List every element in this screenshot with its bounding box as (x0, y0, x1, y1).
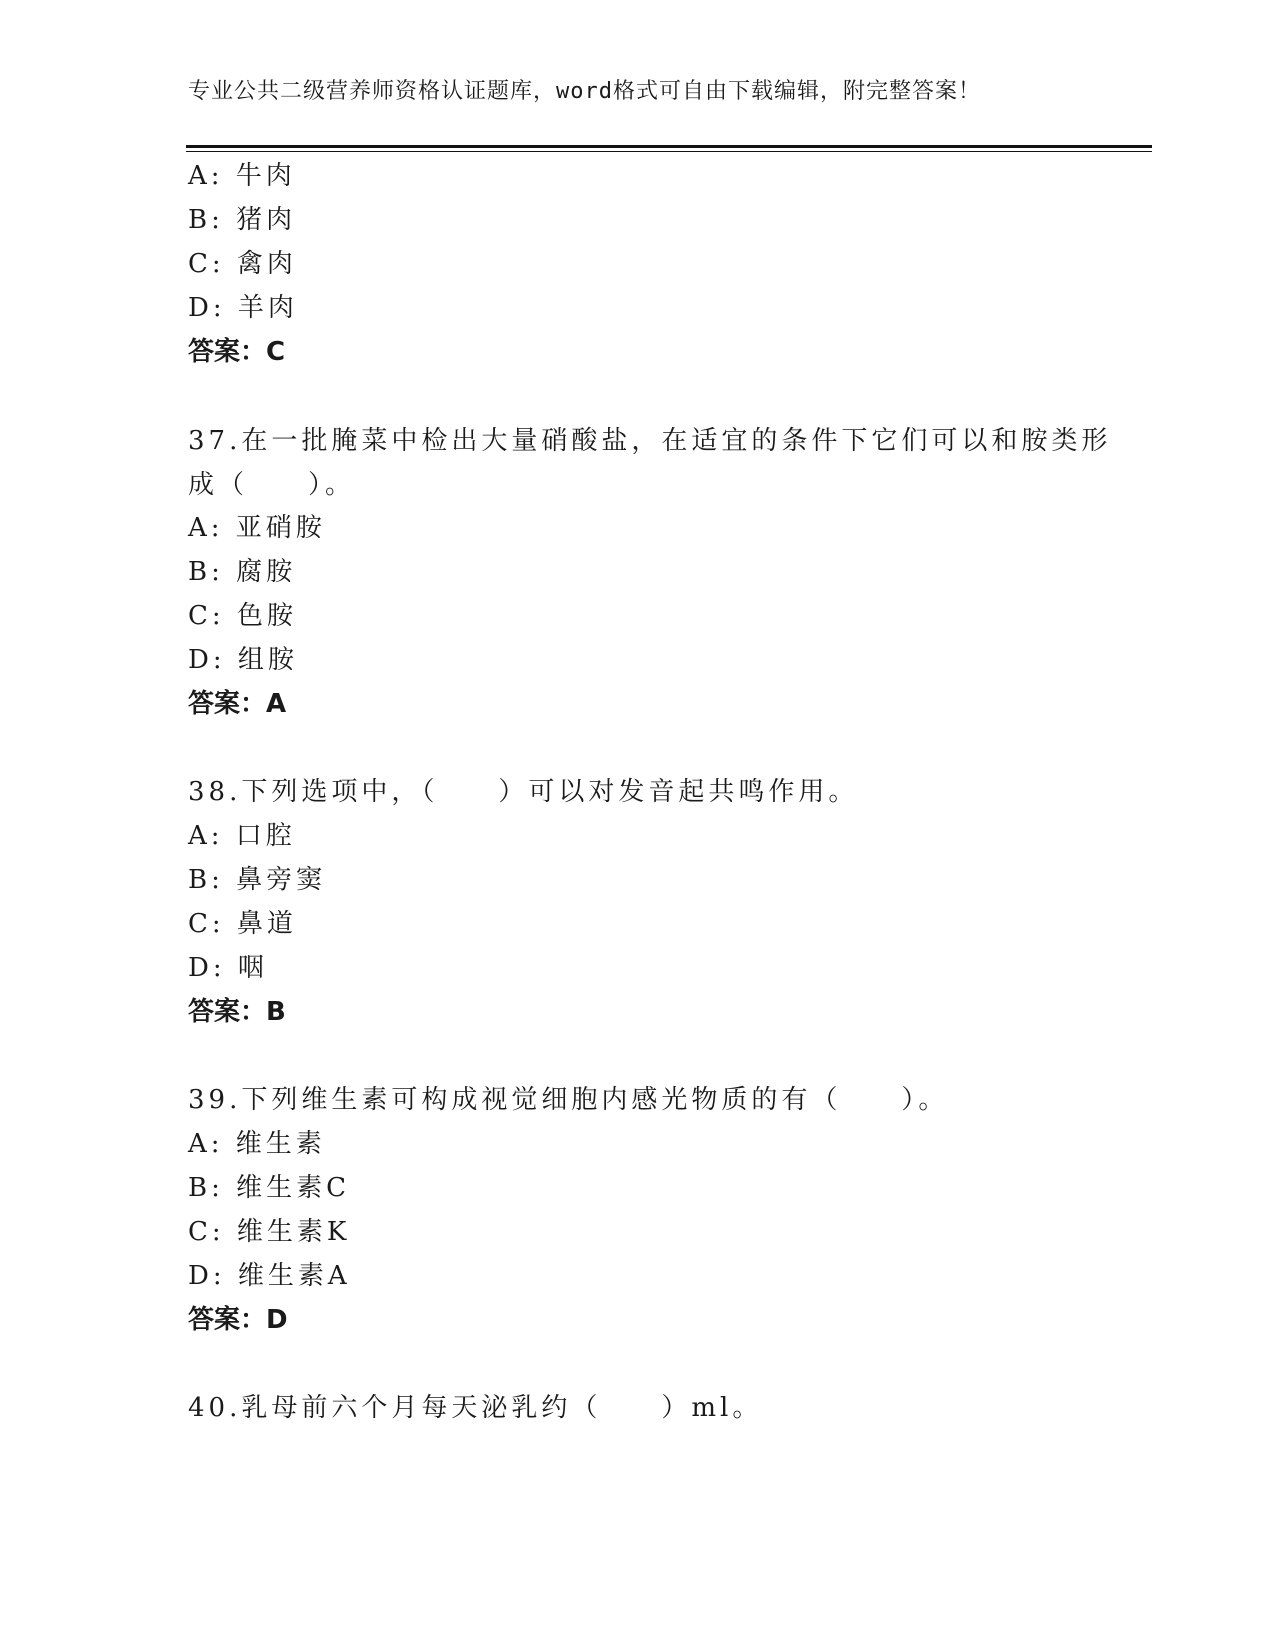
q38-option-b: B: 鼻旁窦 (188, 865, 327, 895)
q36-answer: 答案：C (188, 337, 286, 367)
page-header: 专业公共二级营养师资格认证题库，word格式可自由下载编辑，附完整答案！ (188, 79, 981, 104)
q36-option-d: D: 羊肉 (188, 293, 298, 323)
q37-option-d: D: 组胺 (188, 645, 298, 675)
q39-answer: 答案：D (188, 1305, 288, 1335)
header-rule-thick (186, 145, 1152, 148)
header-rule-thin (186, 151, 1152, 152)
q40-stem: 40.乳母前六个月每天泌乳约（ ）ml。 (188, 1393, 763, 1423)
q37-option-a: A: 亚硝胺 (188, 513, 326, 543)
q36-option-b: B: 猪肉 (188, 205, 297, 235)
q38-option-c: C: 鼻道 (188, 909, 297, 939)
q39-option-c: C: 维生素K (188, 1217, 351, 1247)
q37-option-c: C: 色胺 (188, 601, 297, 631)
q38-option-d: D: 咽 (188, 953, 268, 983)
q38-stem: 38.下列选项中，（ ）可以对发音起共鸣作用。 (188, 777, 859, 807)
q39-option-d: D: 维生素A (188, 1261, 351, 1291)
q37-stem-line2: 成（ ）。 (188, 470, 356, 500)
q36-option-a: A: 牛肉 (188, 161, 296, 191)
q39-option-b: B: 维生素C (188, 1173, 351, 1203)
q37-stem-line1: 37.在一批腌菜中检出大量硝酸盐，在适宜的条件下它们可以和胺类形 (188, 426, 1112, 456)
q38-option-a: A: 口腔 (188, 821, 296, 851)
q39-option-a: A: 维生素 (188, 1129, 326, 1159)
q39-stem: 39.下列维生素可构成视觉细胞内感光物质的有（ ）。 (188, 1085, 949, 1115)
q37-option-b: B: 腐胺 (188, 557, 297, 587)
q37-answer: 答案：A (188, 689, 287, 719)
q38-answer: 答案：B (188, 997, 286, 1027)
q36-option-c: C: 禽肉 (188, 249, 297, 279)
